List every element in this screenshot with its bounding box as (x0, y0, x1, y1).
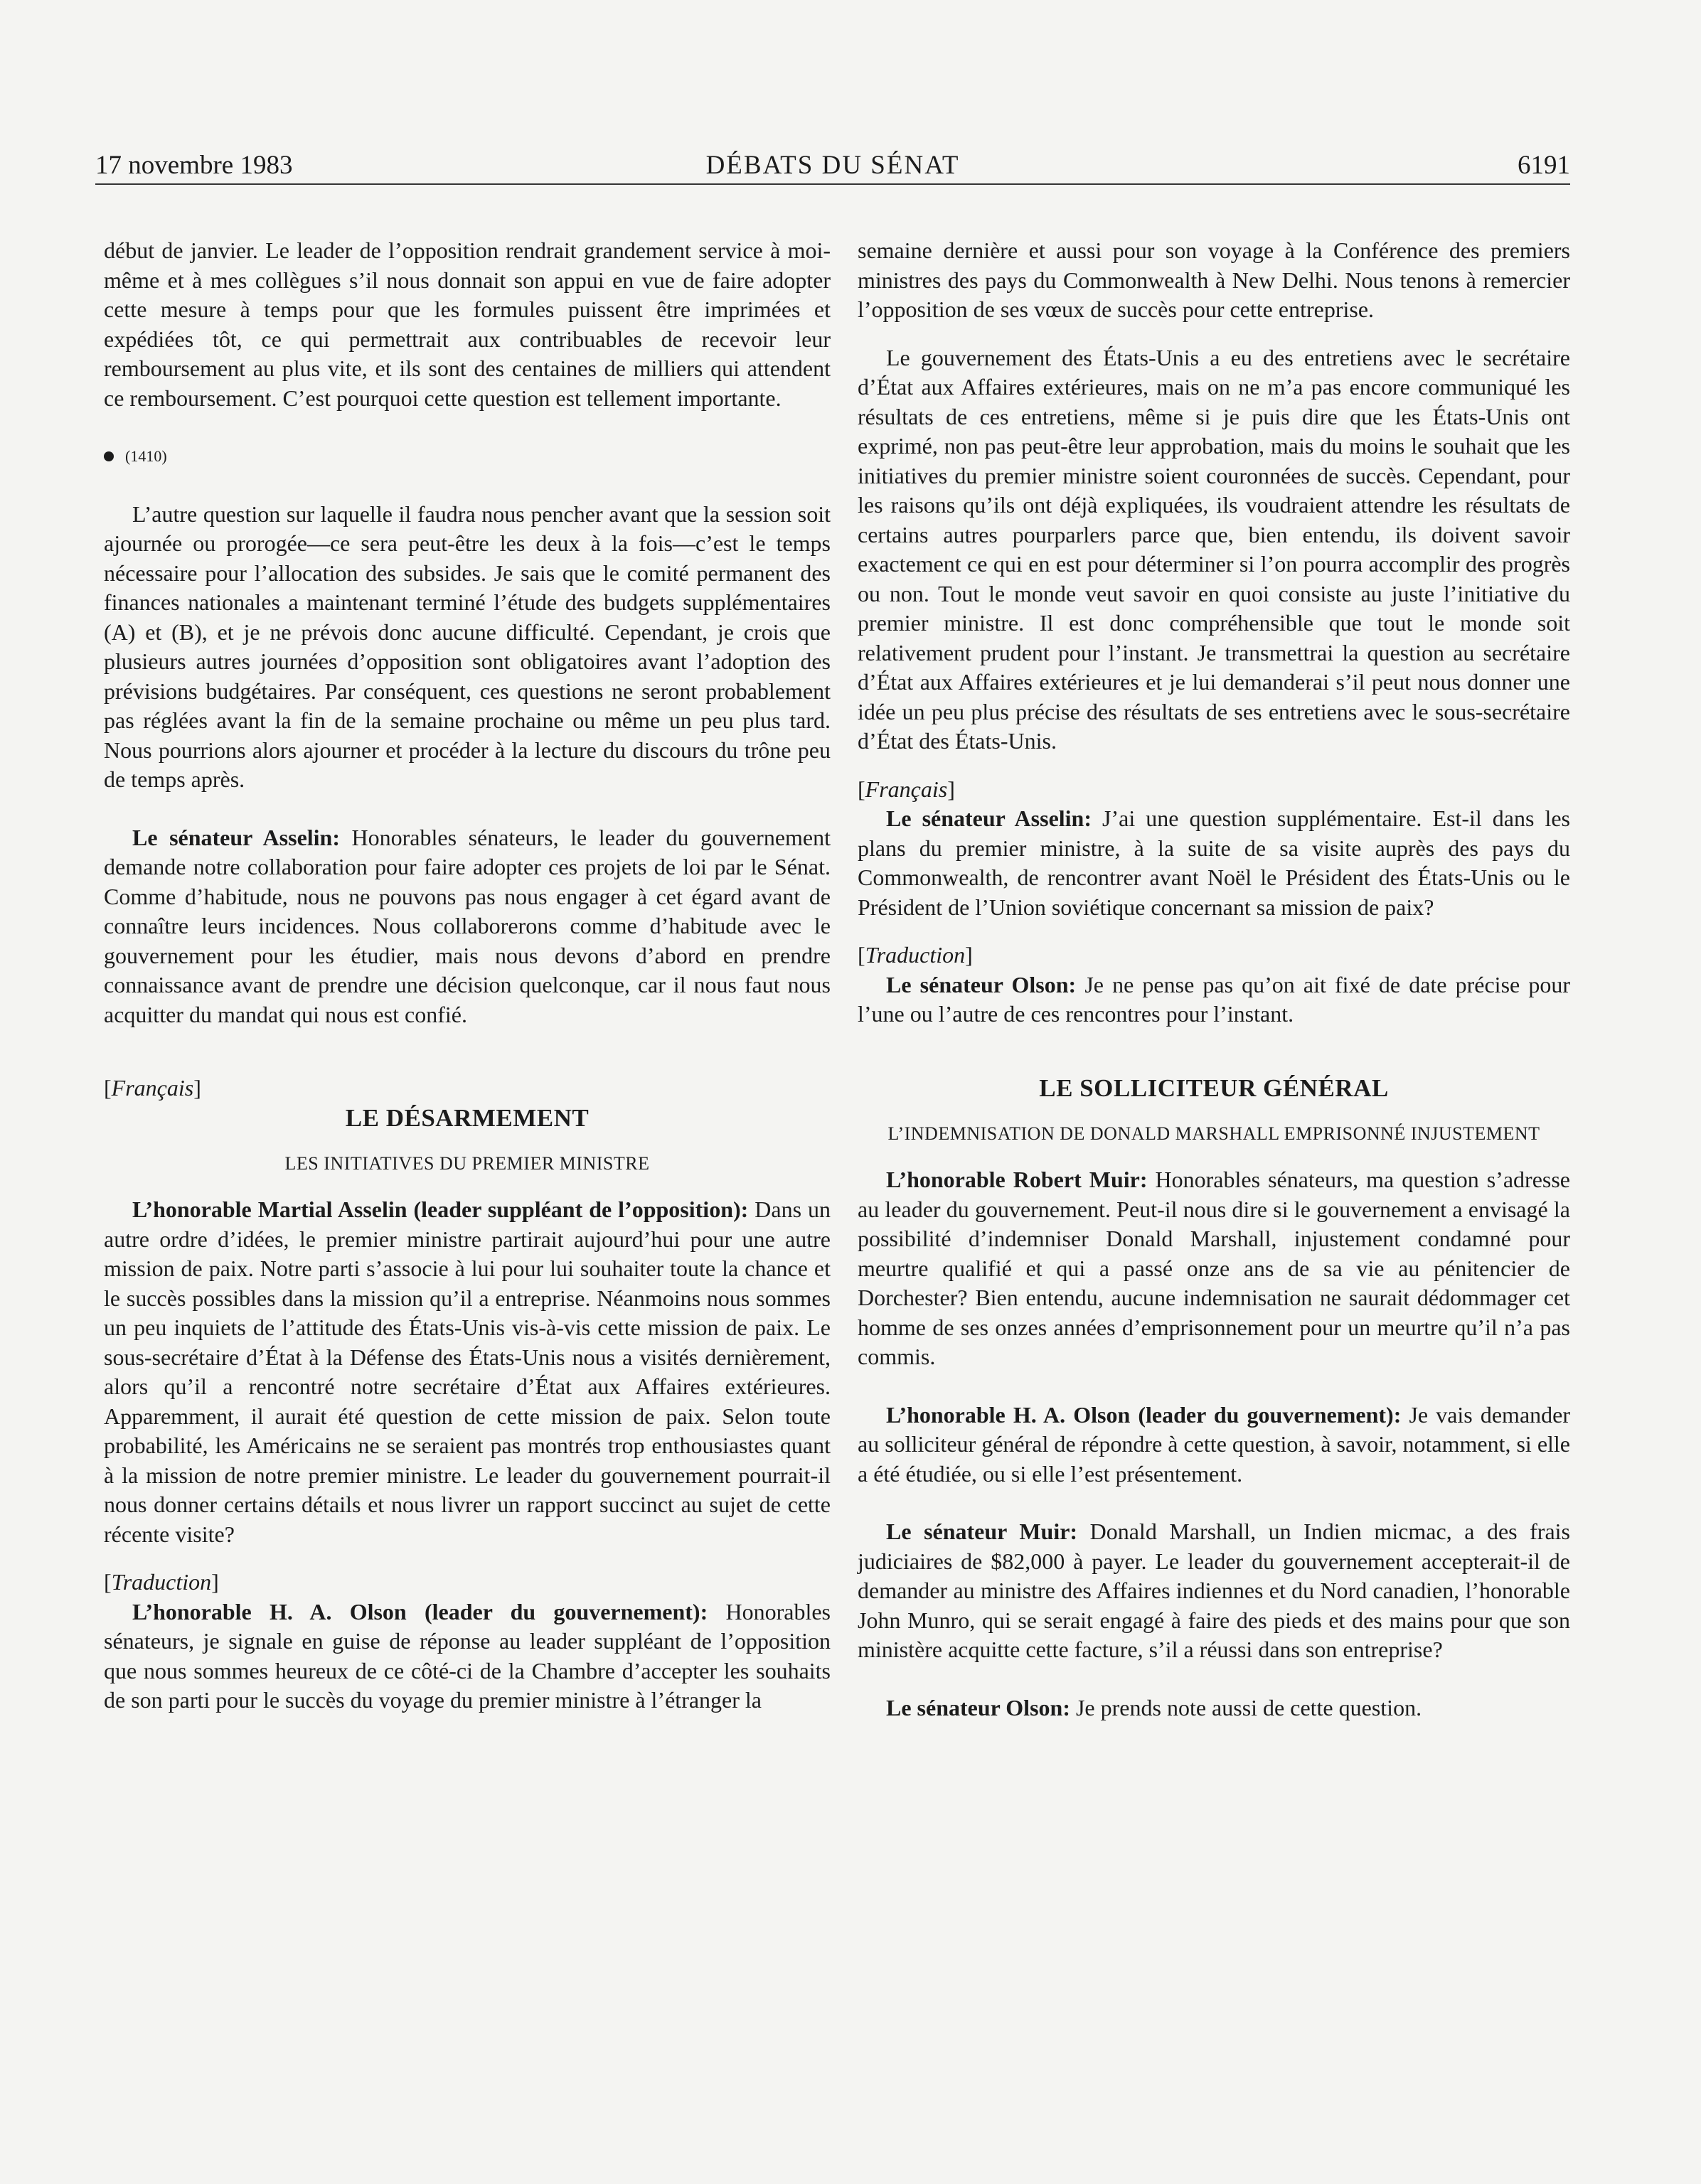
speaker-name: Le sénateur Olson: (886, 971, 1077, 997)
page-number: 6191 (1518, 151, 1570, 180)
language-note-label: Français (111, 1075, 194, 1101)
left-column (104, 236, 831, 1715)
paragraph (858, 1693, 1570, 1723)
speaker-name: Le sénateur Asselin: (132, 824, 341, 850)
speech-text: Honorables sénateurs, ma question s’adresse au leader du gouvernement. Peut-il nous dire si le gouvernement a envisagé la possibilité d’indemniser Donald Marshall, injustement condamné pour meurtre qualifié et qui a passé onze ans de sa vie au pénitencier de Dorchester? Bien entendu, aucune indemnisation ne saurait dédommager cet homme de ses onzes années d’emprisonnement pour un meurtre qu’il n’a pas commis. (858, 1167, 1571, 1369)
section-subheading: L’INDEMNISATION DE DONALD MARSHALL EMPRISONNÉ INJUSTEMENT (887, 1123, 1540, 1144)
paragraph (858, 1165, 1570, 1372)
speech-text: Dans un autre ordre d’idées, le premier ministre partirait aujourd’hui pour une autre mission de paix. Notre parti s’associe à lui pour lui souhaiter toute la chance et le succès possibles dans la mission qu’il a entreprise. Néanmoins nous sommes un peu inquiets de l’attitude des États-Unis vis-à-vis cette mission de paix. Le sous-secrétaire d’État à la Défense des États-Unis nous a visités dernièrement, alors qu’il a rencontré notre secrétaire d’État aux Affaires extérieures. Apparemment, il aurait été question de cette mission de paix. Selon toute probabilité, les Américains ne se seraient pas montrés trop enthousiastes quant à la mission de notre premier ministre. Le leader du gouvernement pourrait-il nous donner certains détails et nous livrer un rapport succinct au sujet de cette récente visite? (104, 1197, 831, 1547)
paragraph: début de janvier. Le leader de l’opposition rendrait grandement service à moi-même et à mes collègues s’il nous donnait son appui en vue de faire adopter cette mesure à temps pour que les formules puissent être imprimées et expédiées tôt, ce qui permettrait aux contribuables de recevoir leur remboursement au plus vite, et ils sont des centaines de milliers qui attendent ce remboursement. C’est pourquoi cette question est tellement importante. (104, 237, 831, 411)
speech-text: Honorables sénateurs, le leader du gouvernement demande notre collaboration pour faire adopter ces projets de loi par le Sénat. Comme d’habitude, nous ne pouvons pas nous engager à cet égard avant de connaître leurs incidences. Nous collaborerons comme d’habitude avec le gouvernement pour les étudier, mais nous devons d’abord en prendre connaissance avant de prendre une décision quelconque, car il nous faut nous acquitter du mandat qui nous est confié. (104, 824, 831, 1027)
paragraph: semaine dernière et aussi pour son voyage à la Conférence des premiers ministres des pays du Commonwealth à New Delhi. Nous tenons à remercier l’opposition de ses vœux de succès pour cette entreprise. (858, 237, 1570, 322)
speaker-name: L’honorable H. A. Olson (leader du gouvernement): (886, 1401, 1402, 1428)
language-note: [Français] (104, 1075, 201, 1101)
paragraph (858, 1401, 1570, 1489)
speech-text: Je ne pense pas qu’on ait fixé de date précise pour l’une ou l’autre de ces rencontres pour l’instant. (858, 971, 1571, 1027)
speaker-name: L’honorable Martial Asselin (leader suppléant de l’opposition): (132, 1197, 749, 1222)
paragraph (858, 804, 1570, 922)
header-title: DÉBATS DU SÉNAT (705, 151, 960, 180)
paragraph (104, 1597, 831, 1715)
paragraph: Le gouvernement des États-Unis a eu des entretiens avec le secrétaire d’État aux Affaires extérieures, mais on ne m’a pas encore communiqué les résultats de ces entretiens, même si je puis dire que les États-Unis ont exprimé, non pas peut-être leur approbation, mais du moins le souhait que les initiatives du premier ministre soient couronnées de succès. Cependant, pour les raisons qu’ils ont déjà expliquées, ils voudraient attendre les résultats de certains autres pourparlers parce que, bien entendu, ils doivent savoir exactement ce qui en est pour déterminer si l’on pourra accomplir des progrès ou non. Tout le monde veut savoir en quoi consiste au juste l’initiative du premier ministre. Il est donc compréhensible que tout le monde soit relativement prudent pour l’instant. Je transmettrai la question au secrétaire d’État aux Affaires extérieures et je lui demanderai s’il peut nous donner une idée un peu plus précise des résultats de ses entretiens avec le sous-secrétaire d’État des États-Unis. (858, 344, 1570, 754)
header-date: 17 novembre 1983 (95, 151, 293, 180)
speaker-name: Le sénateur Asselin: (886, 805, 1092, 831)
paragraph (858, 970, 1570, 1029)
speaker-name: Le sénateur Muir: (886, 1519, 1078, 1544)
page-header (95, 146, 1570, 185)
bullet-icon (104, 451, 114, 461)
speaker-name: Le sénateur Olson: (886, 1694, 1070, 1720)
language-note-label: Traduction (111, 1569, 212, 1595)
language-note: [Traduction] (858, 942, 973, 968)
time-marker-label: (1410) (125, 447, 167, 465)
language-note: [Traduction] (104, 1569, 219, 1595)
paragraph: L’autre question sur laquelle il faudra nous pencher avant que la session soit ajournée ou prorogée—ce sera peut-être les deux à la fois—c’est le temps nécessaire pour l’allocation des subsides. Je sais que le comité permanent des finances nationales a maintenant terminé l’étude des budgets supplémentaires (A) et (B), et je ne prévois donc aucune difficulté. Cependant, je crois que plusieurs autres journées d’opposition sont obligatoires avant l’adoption des prévisions budgétaires. Par conséquent, ces questions ne seront probablement pas réglées avant la fin de la semaine prochaine ou même un peu plus tard. Nous pourrions alors ajourner et procéder à la lecture du discours du trône peu de temps après. (104, 500, 831, 792)
language-note-label: Traduction (865, 942, 966, 968)
speech-text: Je vais demander au solliciteur général de répondre à cette question, à savoir, notamment, si elle a été étudiée, ou si elle l’est présentement. (858, 1401, 1571, 1487)
speaker-name: L’honorable Robert Muir: (886, 1167, 1148, 1192)
language-note-label: Français (865, 776, 948, 802)
speech-text: J’ai une question supplémentaire. Est-il dans les plans du premier ministre, à la suite de sa visite auprès des pays du Commonwealth, de rencontrer avant Noël le Président des États-Unis ou le Président de l’Union soviétique concernant sa mission de paix? (858, 805, 1571, 920)
time-marker (104, 441, 831, 471)
speech-text: Je prends note aussi de cette question. (1070, 1694, 1422, 1720)
section-subheading: LES INITIATIVES DU PREMIER MINISTRE (284, 1153, 650, 1174)
language-note: [Français] (858, 776, 955, 802)
section-heading: LE DÉSARMEMENT (345, 1103, 590, 1132)
paragraph (858, 1517, 1570, 1665)
right-column (858, 236, 1570, 1723)
speaker-name: L’honorable H. A. Olson (leader du gouvernement): (132, 1598, 708, 1624)
paragraph (104, 823, 831, 1030)
paragraph (104, 1195, 831, 1549)
speech-text: Donald Marshall, un Indien micmac, a des frais judiciaires de $82,000 à payer. Le leader du gouvernement accepterait-il de demander au ministre des Affaires indiennes et du Nord canadien, l’honorable John Munro, qui se serait engagé à faire des pieds et des mains pour que son ministère acquitte cette facture, s’il a réussi dans son entreprise? (858, 1519, 1571, 1662)
speech-text: Honorables sénateurs, je signale en guise de réponse au leader suppléant de l’opposition que nous sommes heureux de ce côté-ci de la Chambre d’accepter les souhaits de son parti pour le succès du voyage du premier ministre à l’étranger la (104, 1598, 831, 1713)
section-heading: LE SOLLICITEUR GÉNÉRAL (1039, 1074, 1389, 1102)
